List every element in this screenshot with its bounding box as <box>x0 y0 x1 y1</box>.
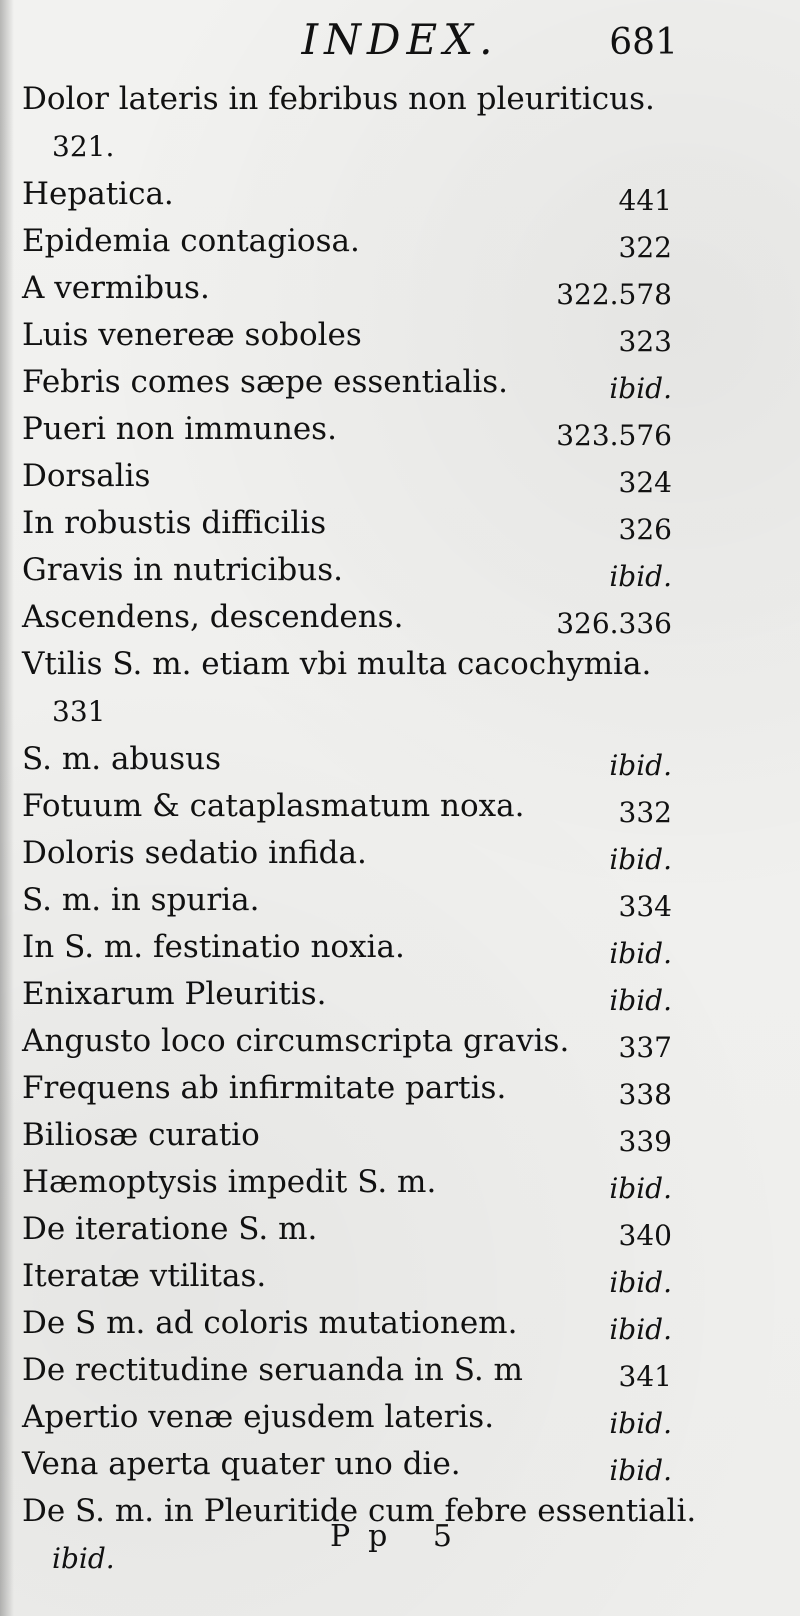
index-term: Iteratæ vtilitas. <box>22 1258 267 1294</box>
index-term: Febris comes sæpe essentialis. <box>22 364 509 400</box>
page-reference: ibid. <box>609 372 672 405</box>
index-entry <box>22 359 672 406</box>
index-entry <box>22 1441 672 1488</box>
index-term: De S m. ad coloris mutationem. <box>22 1305 518 1341</box>
index-term: De S. m. in Pleuritide cum febre essentiali. <box>22 1493 697 1529</box>
page-reference: 337 <box>618 1031 672 1064</box>
index-term: Epidemia contagiosa. <box>22 223 360 259</box>
page-reference: 441 <box>618 184 672 217</box>
page-reference: 322.578 <box>556 278 672 311</box>
page-reference-continuation: ibid. <box>52 1542 115 1575</box>
page-reference: 326.336 <box>556 607 672 640</box>
page-reference: 340 <box>618 1219 672 1252</box>
index-term: Apertio venæ ejusdem lateris. <box>22 1399 495 1435</box>
index-term: Dorsalis <box>22 458 151 494</box>
index-entry <box>22 1206 672 1253</box>
index-entry <box>22 76 672 123</box>
index-entry <box>22 500 672 547</box>
index-entry <box>22 971 672 1018</box>
index-entry <box>22 453 672 500</box>
page-reference: ibid. <box>609 1266 672 1299</box>
page-reference: 341 <box>618 1360 672 1393</box>
index-entry <box>22 830 672 877</box>
index-entry <box>22 924 672 971</box>
page-reference: ibid. <box>609 560 672 593</box>
index-entries <box>22 76 697 1583</box>
index-term: Fotuum & cataplasmatum noxa. <box>22 788 525 824</box>
index-term: In S. m. festinatio noxia. <box>22 929 405 965</box>
index-entry <box>22 1065 672 1112</box>
index-term: A vermibus. <box>22 270 210 306</box>
page-reference: ibid. <box>609 984 672 1017</box>
index-term: Vena aperta quater uno die. <box>22 1446 461 1482</box>
index-term: De iteratione S. m. <box>22 1211 318 1247</box>
page-reference: 334 <box>618 890 672 923</box>
index-term: Angusto loco circumscripta gravis. <box>22 1023 570 1059</box>
index-entry <box>22 1018 672 1065</box>
index-term: S. m. in spuria. <box>22 882 260 918</box>
index-entry <box>22 265 672 312</box>
index-entry <box>22 641 672 688</box>
index-term: De rectitudine seruanda in S. m <box>22 1352 523 1388</box>
index-entry <box>22 171 672 218</box>
index-term: Enixarum Pleuritis. <box>22 976 327 1012</box>
page-reference-continuation: 331 <box>52 695 106 728</box>
page-reference: 323 <box>618 325 672 358</box>
page-reference: ibid. <box>609 1454 672 1487</box>
page-reference: 332 <box>618 796 672 829</box>
index-entry <box>22 877 672 924</box>
page-reference: 324 <box>618 466 672 499</box>
index-term: In robustis difficilis <box>22 505 327 541</box>
index-term: Ascendens, descendens. <box>22 599 404 635</box>
page-reference: 339 <box>618 1125 672 1158</box>
index-term: Vtilis S. m. etiam vbi multa cacochymia. <box>22 646 652 682</box>
index-entry <box>22 736 672 783</box>
index-term: Hæmoptysis impedit S. m. <box>22 1164 437 1200</box>
index-term: Gravis in nutricibus. <box>22 552 343 588</box>
page-reference: ibid. <box>609 937 672 970</box>
index-term: Luis venereæ soboles <box>22 317 362 353</box>
page-reference: 323.576 <box>556 419 672 452</box>
index-entry <box>22 1253 672 1300</box>
page-reference: ibid. <box>609 1313 672 1346</box>
index-term: Dolor lateris in febribus non pleuriticus. <box>22 81 655 117</box>
index-entry <box>22 1300 672 1347</box>
index-entry <box>22 783 672 830</box>
page-reference: 322 <box>618 231 672 264</box>
index-heading: INDEX. <box>301 15 499 64</box>
page-number: 681 <box>609 22 678 63</box>
index-term: Biliosæ curatio <box>22 1117 260 1153</box>
page-reference: 338 <box>618 1078 672 1111</box>
index-entry <box>22 218 672 265</box>
page-reference: ibid. <box>609 1407 672 1440</box>
page-reference: ibid. <box>609 1172 672 1205</box>
page-reference: 326 <box>618 513 672 546</box>
index-entry <box>22 594 672 641</box>
index-term: Hepatica. <box>22 176 174 212</box>
signature-mark: Pp 5 <box>329 1519 470 1554</box>
index-entry <box>22 547 672 594</box>
index-term: Doloris sedatio infida. <box>22 835 367 871</box>
page-reference: ibid. <box>609 749 672 782</box>
index-entry <box>22 1347 672 1394</box>
index-entry <box>22 1394 672 1441</box>
page-reference: ibid. <box>609 843 672 876</box>
page-edge-shadow <box>0 0 14 1616</box>
index-term: Pueri non immunes. <box>22 411 337 447</box>
index-term: Frequens ab infirmitate partis. <box>22 1070 507 1106</box>
index-entry <box>22 1159 672 1206</box>
index-entry <box>22 1112 672 1159</box>
index-entry <box>22 312 672 359</box>
index-entry <box>22 406 672 453</box>
index-term: S. m. abusus <box>22 741 222 777</box>
page-reference-continuation: 321. <box>52 130 115 163</box>
